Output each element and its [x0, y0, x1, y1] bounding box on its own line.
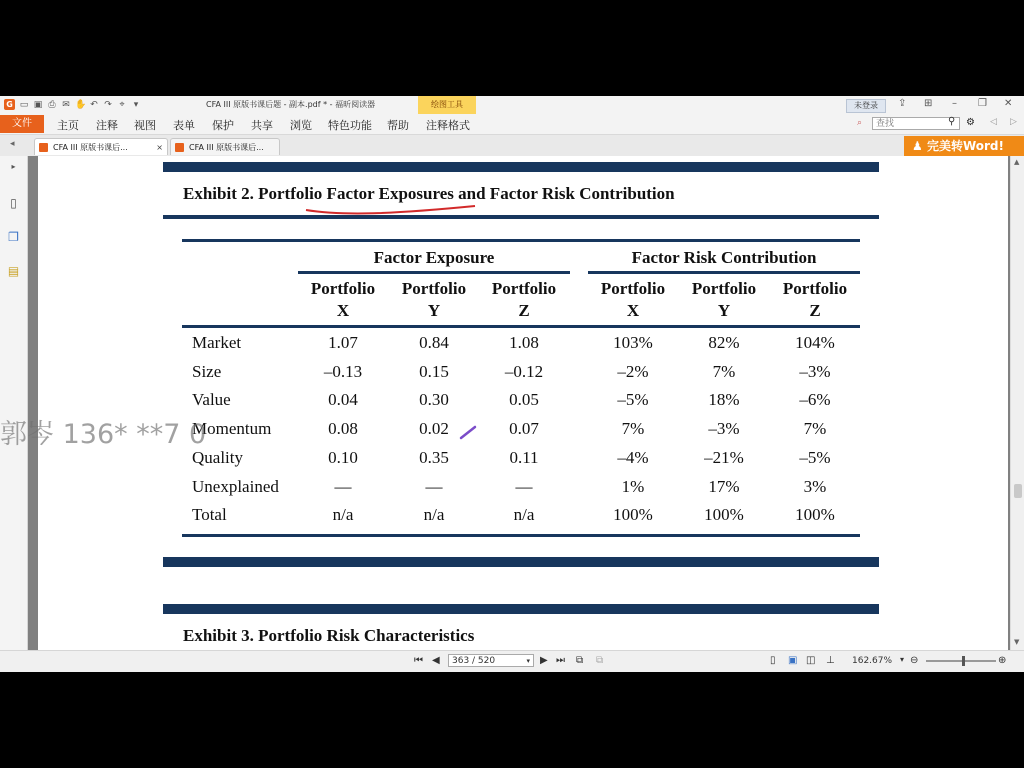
menu-help[interactable]: 帮助: [387, 119, 409, 132]
table-cell: n/a: [513, 505, 535, 524]
table-cell: –0.13: [323, 362, 363, 381]
document-tab-bar: [0, 135, 1024, 157]
email-icon[interactable]: ✉: [62, 99, 70, 110]
table-cell: 0.05: [509, 390, 539, 409]
row-label: Total: [192, 505, 227, 524]
pdf-page: [38, 156, 1008, 650]
watermark-overlay: 郭岑 136* **7 0: [0, 419, 207, 450]
table-cell: 18%: [708, 390, 740, 409]
restore-icon[interactable]: ❐: [978, 98, 987, 109]
row-label: Market: [192, 333, 242, 352]
table-cell: –5%: [799, 448, 831, 467]
column-header-bottom: X: [626, 301, 640, 320]
menu-features[interactable]: 特色功能: [328, 119, 372, 132]
red-underline-annotation[interactable]: [303, 202, 479, 216]
tab-document-2[interactable]: [170, 138, 280, 155]
menu-bar: [0, 114, 1024, 135]
back-icon[interactable]: ◁: [990, 117, 997, 127]
print-icon[interactable]: ⎙: [48, 99, 56, 110]
column-header-bottom: Y: [717, 301, 731, 320]
table-cell: 7%: [712, 362, 736, 381]
table-cell: 0.02: [419, 419, 449, 438]
table-bottom-rule: [182, 534, 860, 537]
table-cell: 0.10: [328, 448, 358, 467]
prev-page-icon[interactable]: ◀: [432, 655, 440, 666]
table-cell: –0.12: [504, 362, 544, 381]
menu-file[interactable]: 文件: [0, 115, 44, 133]
header-bottom-rule: [182, 325, 860, 328]
tab-label: CFA III 原版书课后...: [53, 143, 128, 152]
group-rule-risk: [588, 271, 860, 274]
row-label: Size: [192, 362, 222, 381]
find-tool-icon[interactable]: ⌕: [857, 118, 863, 128]
exhibit2-title: Exhibit 2. Portfolio Factor Exposures and Factor Risk Contribution: [183, 184, 675, 203]
table-cell: –3%: [708, 419, 740, 438]
column-header-top: Portfolio: [310, 279, 376, 298]
row-label: Momentum: [192, 419, 272, 438]
table-cell: 0.15: [419, 362, 449, 381]
scroll-up-icon[interactable]: ▲: [1014, 158, 1020, 166]
bookmark-icon[interactable]: ▯: [10, 196, 17, 210]
table-cell: 3%: [803, 477, 827, 496]
table-cell: 7%: [803, 419, 827, 438]
save-icon[interactable]: ▣: [33, 99, 43, 110]
table-cell: —: [334, 477, 352, 496]
group-header-exposure: Factor Exposure: [373, 248, 495, 267]
app-logo-icon[interactable]: G: [4, 99, 15, 110]
column-header-top: Portfolio: [691, 279, 757, 298]
scroll-down-icon[interactable]: ▼: [1014, 638, 1020, 646]
table-cell: –2%: [617, 362, 649, 381]
last-page-icon[interactable]: ⏭: [556, 655, 565, 666]
exhibit2-bottom-band: [163, 557, 879, 567]
zoom-out-icon[interactable]: ⊖: [910, 655, 919, 666]
menu-home[interactable]: 主页: [57, 119, 79, 132]
expand-panel-icon[interactable]: ▸: [11, 162, 16, 171]
table-cell: –4%: [617, 448, 649, 467]
document-viewport[interactable]: [28, 156, 1010, 650]
row-label: Unexplained: [192, 477, 279, 496]
redo-icon[interactable]: ↷: [104, 99, 112, 110]
group-rule-exposure: [298, 271, 570, 274]
table-cell: 1.07: [328, 333, 358, 352]
minimize-icon[interactable]: –: [952, 98, 957, 109]
table-cell: 0.84: [419, 333, 449, 352]
table-cell: –21%: [704, 448, 744, 467]
table-cell: 1.08: [509, 333, 539, 352]
column-header-bottom: Z: [518, 301, 530, 320]
status-bar: [0, 650, 1024, 672]
exhibit3-top-band: [163, 604, 879, 614]
column-header-top: Portfolio: [782, 279, 848, 298]
row-label: Quality: [192, 448, 243, 467]
comments-icon[interactable]: ▤: [7, 264, 20, 278]
table-cell: 100%: [795, 505, 835, 524]
title-bar: [0, 96, 1024, 114]
pen-cursor-icon: [459, 424, 479, 440]
pdf-file-icon: [175, 143, 184, 152]
column-header-bottom: X: [336, 301, 350, 320]
reflow-icon[interactable]: ⊥: [826, 655, 835, 666]
menu-protect[interactable]: 保护: [212, 119, 234, 132]
tab-scroll-left-icon[interactable]: ◂: [10, 139, 15, 149]
row-label: Value: [192, 390, 231, 409]
table-cell: 7%: [621, 419, 645, 438]
select-tool-icon[interactable]: ⌖: [119, 99, 125, 110]
undo-icon[interactable]: ↶: [90, 99, 98, 110]
page-number-field[interactable]: [448, 654, 534, 667]
column-header-bottom: Y: [427, 301, 441, 320]
table-cell: —: [425, 477, 443, 496]
column-header-top: Portfolio: [491, 279, 557, 298]
tab-document-1[interactable]: [34, 138, 168, 155]
zoom-slider-knob[interactable]: [962, 656, 965, 666]
continuous-page-icon[interactable]: ▣: [788, 655, 798, 666]
menu-browse[interactable]: 浏览: [290, 119, 312, 132]
close-icon[interactable]: ✕: [1004, 98, 1013, 109]
pdf-file-icon: [39, 143, 48, 152]
first-page-icon[interactable]: ⏮: [414, 655, 423, 666]
search-input[interactable]: [872, 117, 960, 130]
table-cell: 103%: [613, 333, 653, 352]
tab-close-icon[interactable]: ×: [156, 143, 163, 152]
group-header-risk: Factor Risk Contribution: [631, 248, 817, 267]
column-header-top: Portfolio: [600, 279, 666, 298]
table-cell: –3%: [799, 362, 831, 381]
table-cell: 0.30: [419, 390, 449, 409]
grid-icon[interactable]: ⊞: [924, 98, 933, 109]
table-top-rule: [182, 239, 860, 242]
scroll-thumb[interactable]: [1014, 484, 1022, 498]
table-cell: 0.08: [328, 419, 358, 438]
table-cell: 0.04: [328, 390, 358, 409]
drawing-tools-tab[interactable]: 绘图工具: [418, 96, 476, 114]
menu-comment[interactable]: 注释: [96, 119, 118, 132]
user-icon: ♟: [912, 139, 923, 153]
tab-label: CFA III 原版书课后...: [189, 143, 264, 152]
next-page-icon[interactable]: ▶: [540, 655, 548, 666]
table-cell: 82%: [708, 333, 740, 352]
quick-access-toolbar: [4, 98, 141, 111]
table-cell: –5%: [617, 390, 649, 409]
zoom-in-icon[interactable]: ⊕: [998, 655, 1007, 666]
column-header-top: Portfolio: [401, 279, 467, 298]
table-cell: 100%: [613, 505, 653, 524]
document-title: CFA III 原版书课后题 - 副本.pdf * - 福昕阅读器: [206, 100, 376, 109]
vertical-scrollbar[interactable]: [1010, 156, 1024, 650]
zoom-dropdown-icon[interactable]: ▾: [900, 655, 905, 664]
zoom-slider[interactable]: [926, 660, 996, 662]
menu-comment-format[interactable]: 注释格式: [426, 119, 470, 132]
menu-form[interactable]: 表单: [173, 119, 195, 132]
hand-tool-icon[interactable]: ✋: [75, 99, 87, 110]
split-view-icon[interactable]: ⧉: [596, 655, 604, 666]
zoom-level[interactable]: 162.67%: [852, 656, 893, 666]
single-page-icon[interactable]: ▯: [770, 655, 776, 666]
pdf-reader-window: [0, 96, 1024, 672]
table-cell: 0.35: [419, 448, 449, 467]
share-icon[interactable]: ⇪: [898, 98, 907, 109]
exhibit3-title: Exhibit 3. Portfolio Risk Characteristics: [183, 626, 475, 645]
table-cell: 0.11: [509, 448, 539, 467]
table-cell: n/a: [332, 505, 354, 524]
menu-share[interactable]: 共享: [251, 119, 273, 132]
copy-page-icon[interactable]: ⧉: [576, 655, 584, 666]
convert-to-word-label: 完美转Word!: [926, 139, 1004, 153]
page-dropdown-icon[interactable]: ▾: [526, 657, 530, 665]
table-cell: –6%: [799, 390, 831, 409]
table-cell: —: [515, 477, 533, 496]
exhibit2-top-band: [163, 162, 879, 172]
settings-icon[interactable]: ⚙: [966, 117, 975, 128]
table-cell: 17%: [708, 477, 740, 496]
page-indicator: 363 / 520: [452, 656, 496, 666]
pages-icon[interactable]: ❐: [8, 230, 19, 244]
table-cell: 100%: [704, 505, 744, 524]
search-icon[interactable]: ⚲: [948, 116, 956, 127]
column-header-bottom: Z: [809, 301, 821, 320]
customize-icon[interactable]: ▾: [133, 99, 139, 110]
convert-to-word-button[interactable]: [904, 136, 1024, 156]
forward-icon[interactable]: ▷: [1010, 117, 1017, 127]
open-folder-icon[interactable]: ▭: [19, 99, 29, 110]
table-cell: 0.07: [509, 419, 539, 438]
table-cell: n/a: [423, 505, 445, 524]
left-sidebar: [0, 156, 28, 650]
facing-page-icon[interactable]: ◫: [806, 655, 816, 666]
login-button[interactable]: 未登录: [846, 99, 886, 113]
exhibit2-title-rule: [163, 215, 879, 219]
menu-view[interactable]: 视图: [134, 119, 156, 132]
table-cell: 1%: [621, 477, 645, 496]
table-cell: 104%: [795, 333, 835, 352]
